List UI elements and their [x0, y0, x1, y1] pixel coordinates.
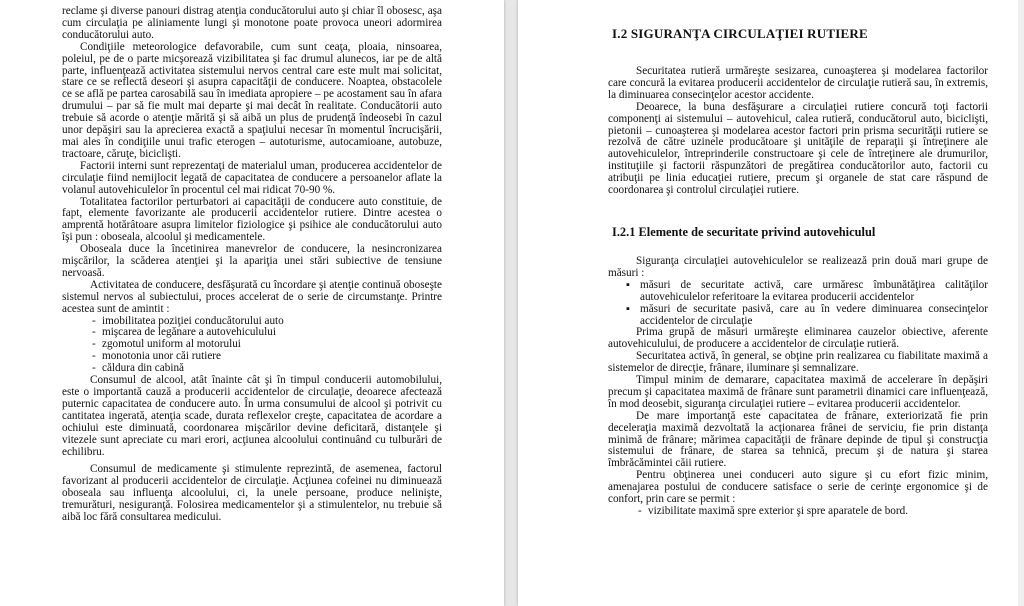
section-heading: I.2 SIGURANŢA CIRCULAŢIEI RUTIERE — [612, 26, 868, 41]
body-paragraph: Timpul minim de demarare, capacitatea maximă de accelerare în depăşiri precum şi capacitatea maximă de frânare sunt parametrii dinamici care influenţează, în mod deosebit, siguranţa circulaţiei rutiere – evitarea producerii accidentelor. — [608, 374, 988, 410]
list-item: - zgomotul uniform al motorului — [92, 339, 442, 351]
body-paragraph: Securitatea rutieră urmăreşte sesizarea, cunoaşterea şi modelarea factorilor care concură la evitarea producerii accidentelor de circulaţie rutieră sau, în extremis, la diminuarea consecinţelor acestor accidente. — [608, 65, 988, 101]
list-item: - monotonia unor căi rutiere — [92, 351, 442, 363]
body-paragraph: reclame şi diverse panouri distrag atenţia conducătorului auto şi chiar îl obosesc, aşa cum circulaţia pe aliniamente lungi şi monotone poate provoca uneori adormirea conducătorului auto. — [62, 5, 442, 41]
body-paragraph: Totalitatea factorilor perturbatori ai capacităţii de conducere auto constituie, de fapt, elemente favorizante ale producerii accidentelor rutiere. Dintre acestea o amprentă hotărâtoare asupra limitelor fiziologice şi psihice ale conducătorului auto îşi pun : oboseala, alcoolul şi medicamentele. — [62, 195, 442, 244]
body-paragraph: Condiţiile meteorologice defavorabile, cum sunt ceaţa, ploaia, ninsoarea, poleiul, pe de o parte micşorează vizibilitatea şi fac drumul alunecos, iar pe de altă parte, influenţează activitatea sistemului nervos central care este mult mai solicitat, stare ce se reflectă deseori şi asupra capacităţii de conducere. Noaptea, obstacolele ce se află pe partea carosabilă sau în imediata apropiere – pe acostament sau în afara drumului – par să fie mult mai departe şi mai decât în realitate. Conducătorii auto trebuie să acorde o atenţie mărită şi să aibă un plus de prudenţă îndeosebi în cazul unor depăşiri sau la aprecierea exactă a spaţiului necesar în momentul încrucişării, mai ales în condiţiile unui trafic eterogen – autoturisme, autocamioane, autobuze, tractoare, căruţe, biciclişti. — [62, 40, 442, 160]
page-right-text-column — [608, 6, 988, 518]
body-paragraph: Securitatea activă, în general, se obţine prin realizarea cu fiabilitate maximă a sistemelor de direcţie, frânare, iluminare şi semnalizare. — [608, 350, 988, 375]
body-paragraph: Deoarece, la buna desfăşurare a circulaţiei rutiere concură toţi factorii componenţi ai sistemului – autovehicul, calea rutieră, conducătorul auto, biciclişti, pietonii – cunoaşterea şi modelarea acestor factori prin prisma securităţii rutiere se rezolvă de către uzinele producătoare şi unităţile de reparaţii şi întreţinere ale autovehiculelor, întreprinderile constructoare şi cele de întreţinere ale drumurilor, instituţiile şi factorii răspunzători de pregătirea conducătorilor auto, factorii cu atribuţii pe linia educaţiei rutiere, precum şi organele de stat care răspund de coordonarea şi controlul circulaţiei rutiere. — [608, 100, 988, 197]
body-paragraph: Oboseala duce la încetinirea manevrelor de conducere, la nesincronizarea mişcărilor, la scăderea atenţiei şi la apariţia unei stări subiective de tensiune nervoasă. — [62, 243, 442, 279]
document-page-right — [518, 0, 1024, 606]
subsection-heading: I.2.1 Elemente de securitate privind autovehiculul — [612, 224, 876, 239]
body-paragraph: Prima grupă de măsuri urmăreşte eliminarea cauzelor obiective, aferente autovehiculului, de producere a accidentelor de circulaţie rutieră. — [608, 326, 988, 351]
list-item: ▪ măsuri de securitate activă, care urmăresc îmbunătăţirea calităţilor autovehiculelor referitoare la evitarea producerii accidentelor — [626, 280, 988, 304]
square-bullet-list — [608, 280, 988, 328]
body-paragraph: Pentru obţinerea unei conduceri auto sigure şi cu efort fizic minim, amenajarea postului de conducere satisface o serie de cerinţe ergonomice şi de confort, prin care se permit : — [608, 469, 988, 506]
body-paragraph: Factorii interni sunt reprezentaţi de materialul uman, producerea accidentelor de circulaţie fiind nemijlocit legată de capacitatea de conducere a persoanelor aflate la volanul autovehiculelor în procentul cel mai ridicat 70-90 %. — [62, 159, 442, 196]
document-page-left — [0, 0, 504, 606]
dash-list — [62, 316, 442, 376]
list-item: - vizibilitate maximă spre exterior şi spre aparatele de bord. — [638, 506, 988, 518]
page-left-text-column — [62, 6, 442, 524]
list-item: - căldura din cabină — [92, 363, 442, 375]
body-paragraph: Activitatea de conducere, desfăşurată cu încordare şi atenţie continuă oboseşte sistemul nervos al subiectului, proces accelerat de o serie de circumstanţe. Printre acestea sunt de amintit : — [62, 278, 442, 315]
body-paragraph: De mare importanţă este capacitatea de frânare, exteriorizată fie prin deceleraţia maximă dezvoltată la acţionarea frânei de serviciu, fie prin distanţa minimă de frânare; mărimea capacităţii de frânare depinde de tipul şi construcţia sistemului de frânare, de starea sa tehnică, precum şi de natura şi starea îmbrăcămintei căii rutiere. — [608, 409, 988, 470]
dash-list — [608, 506, 988, 518]
body-paragraph: Consumul de medicamente şi stimulente reprezintă, de asemenea, factorul favorizant al producerii accidentelor de circulaţie. Acţiunea cofeinei nu diminuează oboseala sau influenţa alcoolului, ci, la unele persoane, produce nelinişte, tremurături, nesiguranţă. Folosirea medicamentelor şi a stimulentelor, nu trebuie să aibă loc fără consultarea medicului. — [62, 463, 442, 524]
list-item: - imobilitatea poziţiei conducătorului auto — [92, 316, 442, 328]
vertical-scrollbar[interactable] — [1018, 0, 1024, 606]
list-item: - mişcarea de legănare a autovehiculului — [92, 327, 442, 339]
body-paragraph: Siguranţa circulaţiei autovehiculelor se realizează prin două mari grupe de măsuri : — [608, 254, 988, 279]
body-paragraph: Consumul de alcool, atât înainte cât şi în timpul conducerii automobilului, este o importantă cauză a producerii accidentelor de circulaţie, deoarece afectează puternic capacitatea de conducere auto. În urma consumului de alcool şi potrivit cu cantitatea ingerată, atenţia scade, durata reflexelor creşte, capacitatea de acordare a ochiului este diminuată, coordonarea mişcărilor devine deficitară, distanţele şi vitezele sunt apreciate cu mari erori, acţiunea alcoolului continuând cu tulburări de echilibru. — [62, 374, 442, 458]
list-item: ▪ măsuri de securitate pasivă, care au în vedere diminuarea consecinţelor accidentelor de circulaţie — [626, 304, 988, 328]
